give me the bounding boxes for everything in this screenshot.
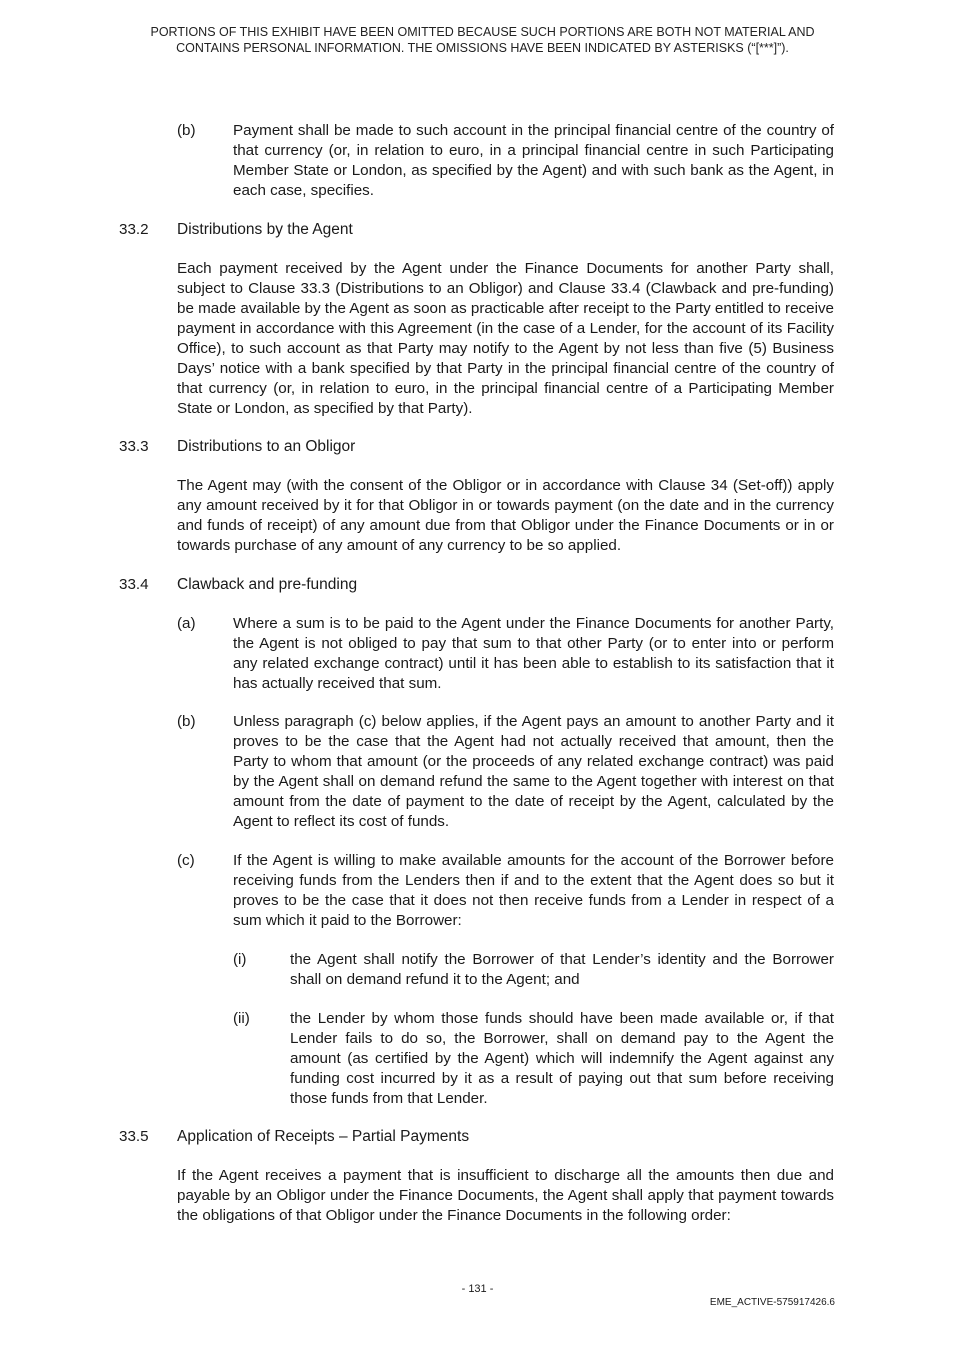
section-33-5-number: 33.5 — [119, 1128, 149, 1145]
clause-c-label: (c) — [177, 852, 195, 869]
section-33-2-number: 33.2 — [119, 221, 149, 238]
document-reference: EME_ACTIVE-575917426.6 — [709, 1297, 835, 1308]
section-33-3-title: Distributions to an Obligor — [177, 438, 356, 455]
top-item-label: (b) — [177, 122, 196, 139]
section-33-5-text: If the Agent receives a payment that is insufficient to discharge all the amounts then due and payable by an Obligor under the Finance Documents, the Agent shall apply that payment towards the obligations of that Obligor under the Finance Documents in the following order: — [177, 1167, 834, 1224]
clause-a-label: (a) — [177, 615, 196, 632]
subclause-i-label: (i) — [233, 951, 247, 968]
section-33-5-title: Application of Receipts – Partial Payments — [177, 1128, 470, 1145]
clause-a-text: Where a sum is to be paid to the Agent under the Finance Documents for another Party, the Agent is not obliged to pay that sum to that other Party (or to enter into or perform any related exchange contract) until it has been able to establish to its satisfaction that it has actually received that sum. — [233, 615, 834, 692]
section-33-4-number: 33.4 — [119, 576, 149, 593]
top-item-text: Payment shall be made to such account in the principal financial centre of the country of that currency (or, in relation to euro, in a principal financial centre in such Participating Member State or London, as specified by the Agent) and with such bank as the Agent, in each case, specifies. — [233, 122, 834, 199]
clause-c-text: If the Agent is willing to make available amounts for the account of the Borrower before receiving funds from the Lenders then if and to the extent that the Agent does so but it proves to be the case that it does not then receive funds from a Lender in respect of a sum which it paid to the Borrower: — [233, 852, 834, 929]
clause-b-label: (b) — [177, 713, 196, 730]
subclause-i-text: the Agent shall notify the Borrower of that Lender’s identity and the Borrower shall on demand refund it to the Agent; and — [290, 951, 834, 988]
section-33-4-title: Clawback and pre-funding — [177, 576, 358, 593]
section-33-2-text: Each payment received by the Agent under the Finance Documents for another Party shall, subject to Clause 33.3 (Distributions to an Obligor) and Clause 33.4 (Clawback and pre-funding) be made available by the Agent as soon as practicable after receipt to the Party entitled to receive payment in accordance with this Agreement (in the case of a Lender, for the account of its Facility Office), to such account as that Party may notify to the Agent by not less than five (5) Business Days’ notice with a bank specified by that Party in the principal financial centre of the country of that currency (or, in relation to euro, in the principal financial centre of a Participating Member State or London, as specified by that Party). — [177, 260, 834, 417]
page-number: - 131 - — [461, 1283, 494, 1295]
section-33-3-text: The Agent may (with the consent of the Obligor or in accordance with Clause 34 (Set-off)) apply any amount received by it for that Obligor in or towards payment (on the date and in the currency and funds of receipt) of any amount due from that Obligor under the Finance Documents or in or towards purchase of any amount of any currency to be so applied. — [177, 477, 834, 554]
subclause-ii-label: (ii) — [233, 1010, 250, 1027]
omission-notice-header: PORTIONS OF THIS EXHIBIT HAVE BEEN OMITTED BECAUSE SUCH PORTIONS ARE BOTH NOT MATERIAL AND CONTAINS PERSONAL INFORMATION. THE OMISSIONS HAVE BEEN INDICATED BY ASTERISKS (“[***]”). — [150, 25, 815, 55]
section-33-2-title: Distributions by the Agent — [177, 221, 353, 238]
subclause-ii-text: the Lender by whom those funds should have been made available or, if that Lender fails to do so, the Borrower, shall on demand pay to the Agent the amount (as certified by the Agent) which will indemnify the Agent against any funding cost incurred by it as a result of paying out that sum before receiving those funds from that Lender. — [290, 1010, 834, 1107]
section-33-3-number: 33.3 — [119, 438, 149, 455]
clause-b-text: Unless paragraph (c) below applies, if the Agent pays an amount to another Party and it proves to be the case that the Agent had not actually received that amount, then the Party to whom that amount (or the proceeds of any related exchange contract) was paid by the Agent shall on demand refund the same to the Agent together with interest on that amount from the date of payment to the date of receipt by the Agent, calculated by the Agent to reflect its cost of funds. — [233, 713, 834, 830]
